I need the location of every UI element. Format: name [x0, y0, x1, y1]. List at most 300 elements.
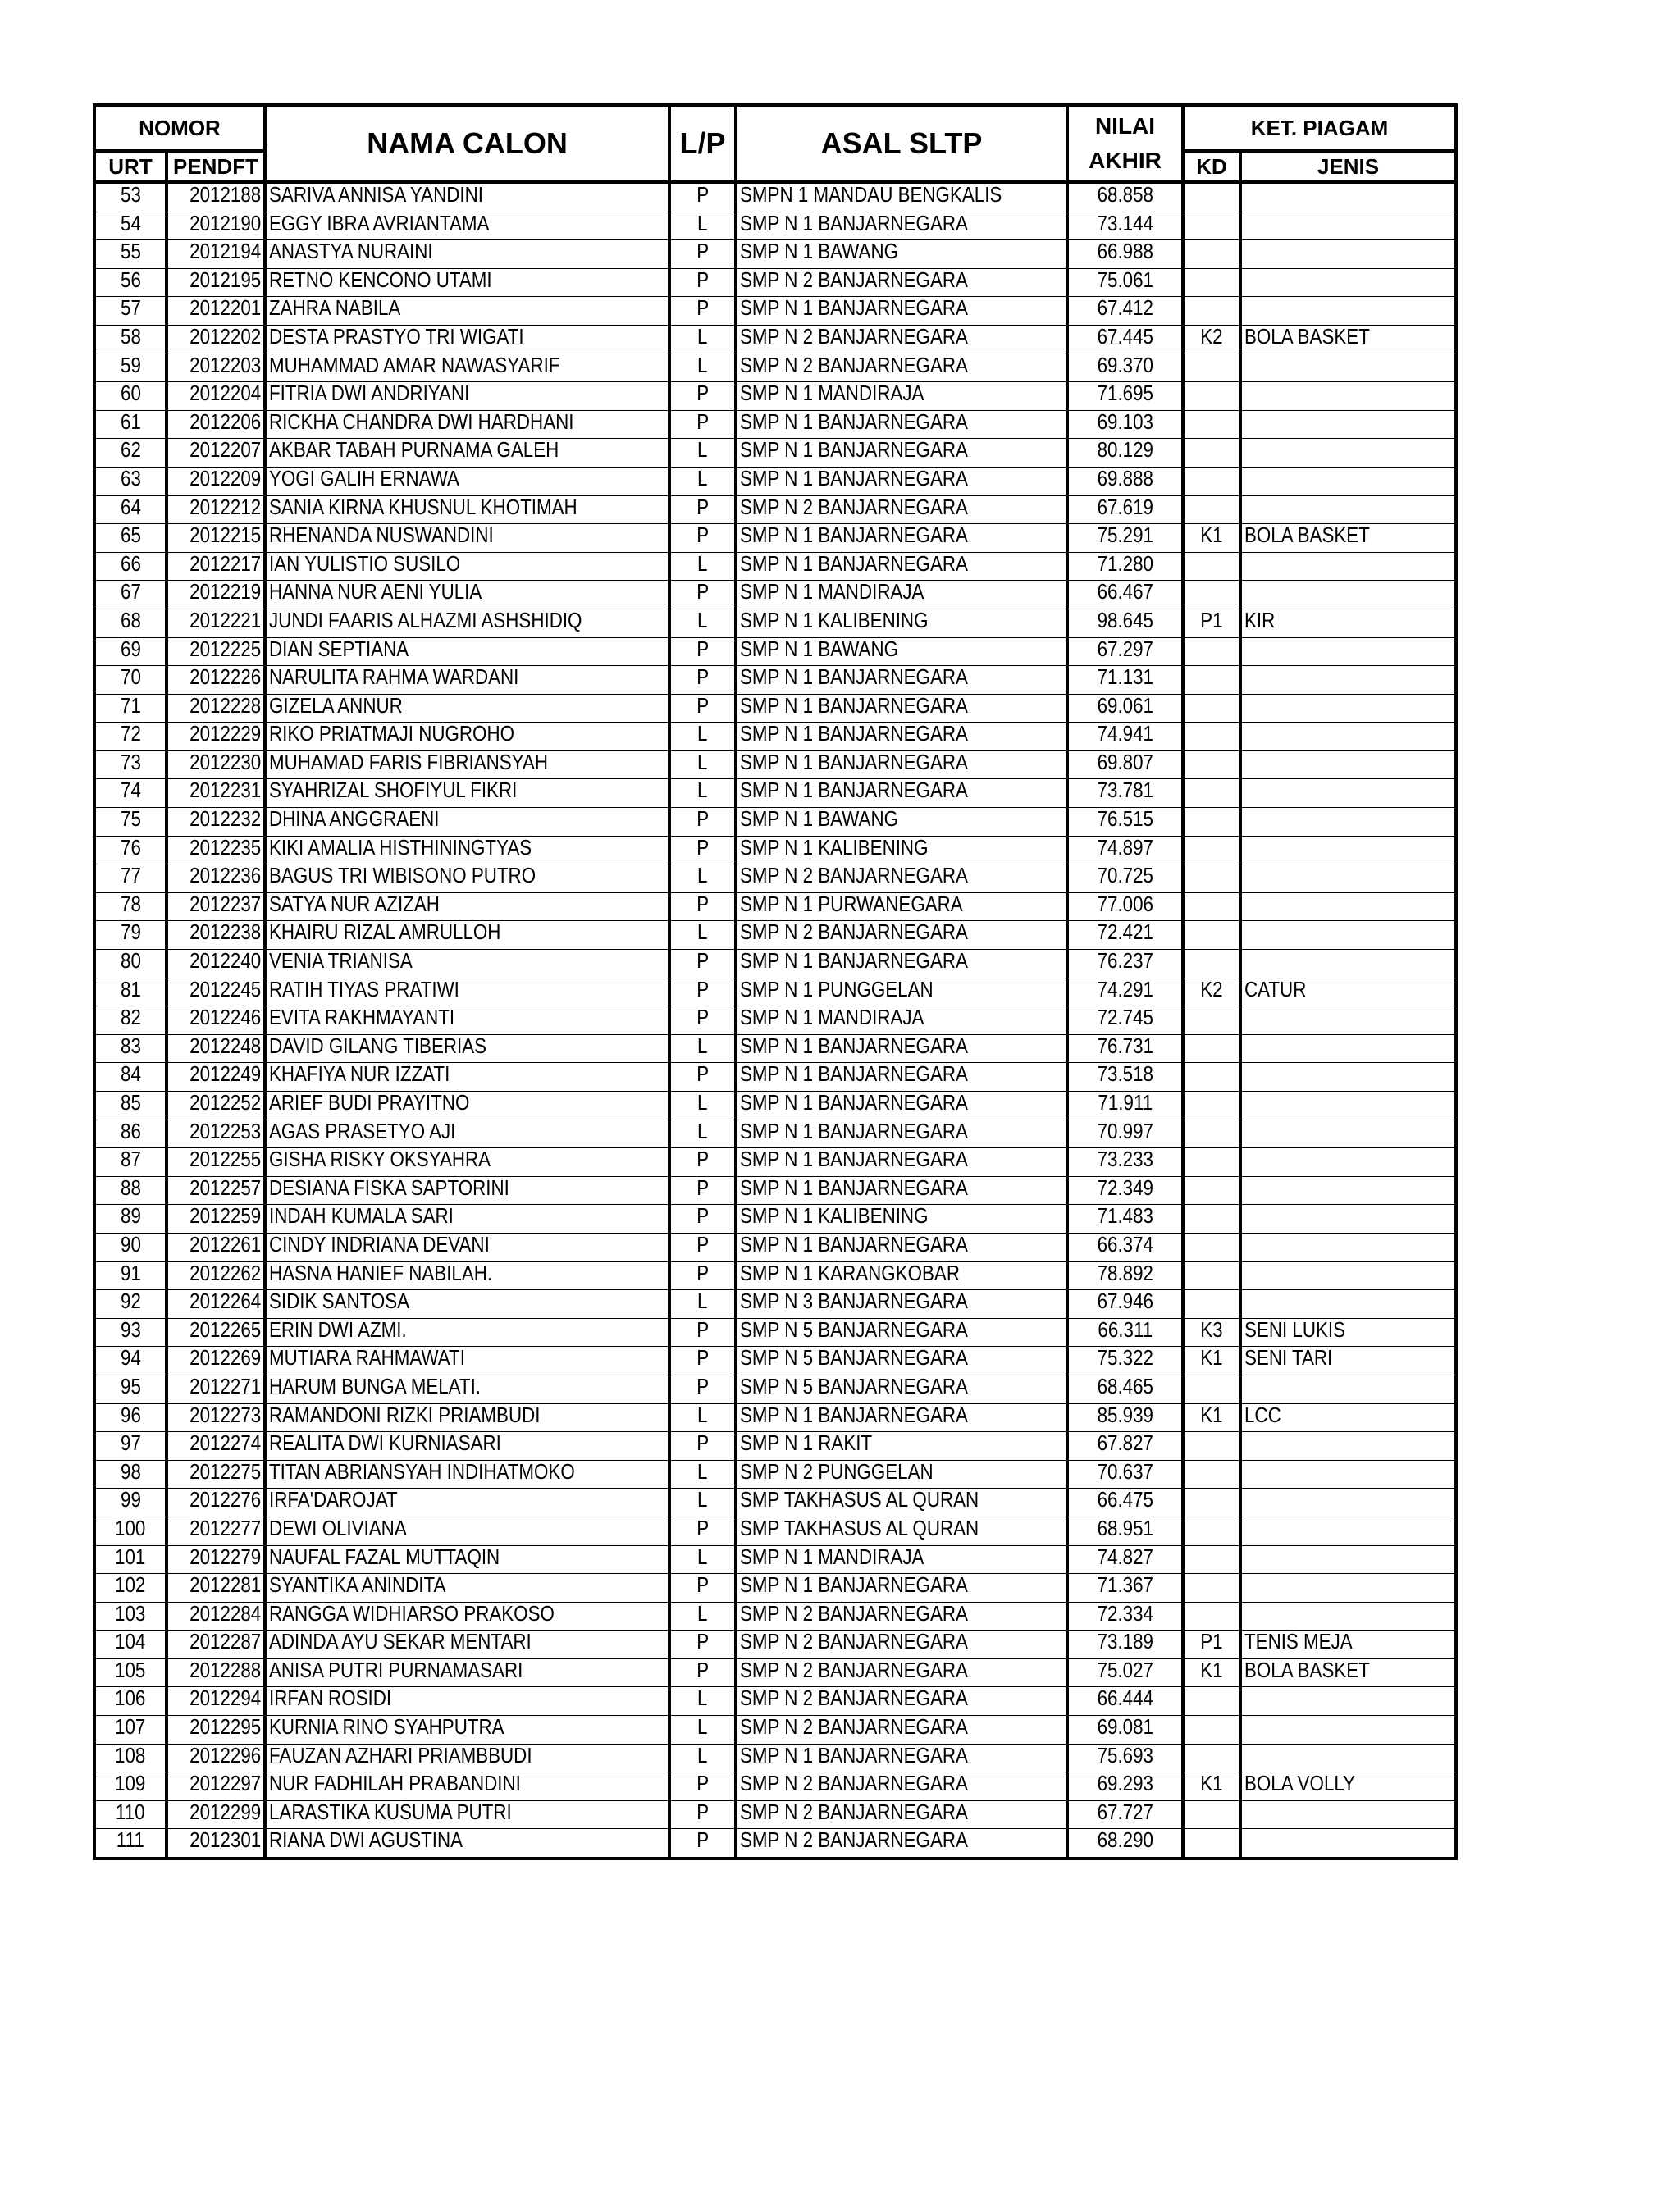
cell-nama-text: RIKO PRIATMAJI NUGROHO — [269, 722, 514, 746]
cell-nama — [265, 836, 669, 864]
cell-nilai — [1067, 1006, 1183, 1035]
cell-nama-text: HASNA HANIEF NABILAH. — [269, 1261, 493, 1285]
cell-kd — [1183, 1034, 1240, 1063]
cell-pendft — [167, 921, 265, 950]
cell-nama — [265, 1092, 669, 1120]
cell-lp — [669, 1631, 736, 1659]
cell-nama — [265, 495, 669, 524]
cell-nama-text: GISHA RISKY OKSYAHRA — [269, 1147, 491, 1172]
cell-nama-text: DESTA PRASTYO TRI WIGATI — [269, 325, 524, 349]
cell-pendft — [167, 1318, 265, 1347]
cell-pendft-text: 2012276 — [189, 1488, 262, 1512]
cell-pendft — [167, 1375, 265, 1403]
cell-lp-text: P — [696, 1233, 709, 1257]
cell-asal — [736, 581, 1067, 609]
cell-nama — [265, 1318, 669, 1347]
cell-jenis — [1240, 1233, 1456, 1261]
cell-kd — [1183, 921, 1240, 950]
cell-pendft — [167, 382, 265, 411]
cell-lp — [669, 921, 736, 950]
cell-pendft — [167, 1403, 265, 1432]
cell-urt-text: 81 — [120, 978, 141, 1001]
cell-nama — [265, 779, 669, 808]
cell-asal-text: SMP N 2 BANJARNEGARA — [740, 268, 968, 292]
cell-nilai-text: 75.061 — [1097, 268, 1153, 292]
cell-urt — [94, 978, 167, 1006]
cell-urt-text: 91 — [120, 1261, 141, 1285]
cell-nama — [265, 1687, 669, 1716]
cell-asal-text: SMP N 1 BANJARNEGARA — [740, 1573, 968, 1598]
cell-nilai-text: 69.293 — [1097, 1772, 1153, 1796]
cell-lp-text: P — [696, 836, 709, 860]
cell-lp-text: P — [696, 239, 709, 264]
cell-nama — [265, 1205, 669, 1234]
table-row — [94, 1829, 1456, 1859]
cell-nilai — [1067, 1658, 1183, 1687]
cell-nama-text: DHINA ANGGRAENI — [269, 807, 440, 832]
cell-pendft-text: 2012226 — [189, 665, 262, 690]
cell-nilai-text: 98.645 — [1097, 609, 1153, 632]
cell-urt — [94, 1092, 167, 1120]
cell-nama — [265, 268, 669, 297]
cell-nilai — [1067, 694, 1183, 723]
cell-kd — [1183, 1829, 1240, 1859]
cell-urt — [94, 750, 167, 779]
cell-nilai-text: 72.421 — [1097, 920, 1153, 945]
cell-jenis — [1240, 1602, 1456, 1631]
cell-jenis — [1240, 495, 1456, 524]
table-row — [94, 240, 1456, 269]
cell-nama-text: FAUZAN AZHARI PRIAMBBUDI — [269, 1744, 532, 1768]
table-row — [94, 1800, 1456, 1829]
cell-lp — [669, 1744, 736, 1772]
cell-lp-text: P — [696, 1772, 709, 1796]
cell-kd-text: K1 — [1200, 523, 1223, 548]
cell-kd — [1183, 354, 1240, 382]
cell-nilai-text: 80.129 — [1097, 438, 1153, 463]
cell-pendft — [167, 325, 265, 354]
cell-jenis — [1240, 382, 1456, 411]
cell-nilai-text: 68.951 — [1097, 1517, 1153, 1540]
cell-lp-text: P — [696, 1176, 709, 1200]
cell-asal — [736, 1092, 1067, 1120]
cell-asal — [736, 1545, 1067, 1574]
cell-nama — [265, 552, 669, 581]
cell-urt-text: 59 — [120, 354, 141, 377]
cell-urt-text: 61 — [120, 410, 141, 434]
cell-asal-text: SMP N 2 BANJARNEGARA — [740, 920, 968, 945]
cell-urt-text: 88 — [120, 1176, 141, 1200]
cell-urt-text: 104 — [115, 1630, 146, 1654]
cell-pendft-text: 2012245 — [189, 978, 262, 1001]
cell-pendft — [167, 836, 265, 864]
cell-pendft — [167, 723, 265, 751]
cell-nilai-text: 69.061 — [1097, 694, 1153, 718]
table-row — [94, 1290, 1456, 1319]
table-row — [94, 694, 1456, 723]
cell-asal — [736, 694, 1067, 723]
cell-lp-text: P — [696, 1318, 709, 1342]
cell-nama — [265, 1063, 669, 1092]
cell-urt — [94, 921, 167, 950]
table-row — [94, 637, 1456, 666]
cell-nama-text: DIAN SEPTIANA — [269, 637, 409, 661]
cell-jenis — [1240, 1034, 1456, 1063]
cell-pendft — [167, 1631, 265, 1659]
cell-lp — [669, 637, 736, 666]
cell-pendft — [167, 978, 265, 1006]
cell-nilai-text: 68.858 — [1097, 182, 1153, 207]
table-row — [94, 1772, 1456, 1801]
cell-lp-text: P — [696, 1346, 709, 1371]
cell-pendft — [167, 1744, 265, 1772]
cell-nama-text: AKBAR TABAH PURNAMA GALEH — [269, 438, 559, 463]
cell-kd — [1183, 1489, 1240, 1517]
cell-nilai — [1067, 552, 1183, 581]
cell-lp — [669, 1403, 736, 1432]
table-row — [94, 1006, 1456, 1035]
table-row — [94, 1517, 1456, 1545]
cell-asal — [736, 750, 1067, 779]
cell-kd-text: K2 — [1200, 978, 1223, 1001]
table-row — [94, 666, 1456, 695]
cell-kd — [1183, 1318, 1240, 1347]
cell-urt-text: 97 — [120, 1431, 141, 1456]
cell-lp-text: P — [696, 381, 709, 406]
cell-urt-text: 79 — [120, 920, 141, 945]
cell-asal — [736, 524, 1067, 553]
cell-kd — [1183, 1233, 1240, 1261]
cell-asal — [736, 1063, 1067, 1092]
cell-urt — [94, 1545, 167, 1574]
cell-asal — [736, 1347, 1067, 1375]
cell-lp-text: P — [696, 1658, 709, 1682]
cell-pendft — [167, 1687, 265, 1716]
cell-nama — [265, 950, 669, 978]
cell-nilai-text: 67.297 — [1097, 637, 1153, 661]
cell-nama-text: AGAS PRASETYO AJI — [269, 1120, 456, 1143]
cell-jenis — [1240, 1403, 1456, 1432]
cell-kd — [1183, 1063, 1240, 1092]
cell-jenis — [1240, 1148, 1456, 1177]
cell-jenis — [1240, 921, 1456, 950]
table-row — [94, 1687, 1456, 1716]
cell-nilai — [1067, 892, 1183, 921]
cell-kd — [1183, 1347, 1240, 1375]
cell-nilai-text: 72.349 — [1097, 1176, 1153, 1200]
cell-lp-text: L — [697, 212, 708, 235]
cell-jenis — [1240, 1261, 1456, 1290]
cell-nama-text: DAVID GILANG TIBERIAS — [269, 1034, 487, 1058]
cell-pendft — [167, 182, 265, 212]
cell-urt — [94, 1602, 167, 1631]
cell-nama-text: RICKHA CHANDRA DWI HARDHANI — [269, 410, 574, 434]
cell-lp-text: L — [697, 438, 708, 463]
cell-nilai-text: 66.311 — [1098, 1318, 1153, 1342]
cell-pendft — [167, 1347, 265, 1375]
cell-lp-text: L — [697, 1403, 708, 1427]
cell-asal — [736, 212, 1067, 240]
cell-urt — [94, 1658, 167, 1687]
cell-kd — [1183, 240, 1240, 269]
cell-jenis — [1240, 1574, 1456, 1603]
cell-urt — [94, 1403, 167, 1432]
cell-asal-text: SMP N 2 PUNGGELAN — [740, 1460, 934, 1484]
cell-kd-text: K2 — [1200, 325, 1223, 349]
cell-urt-text: 56 — [120, 268, 141, 292]
cell-pendft — [167, 297, 265, 326]
cell-nilai-text: 69.888 — [1097, 467, 1153, 490]
table-row — [94, 1432, 1456, 1461]
cell-urt-text: 108 — [115, 1744, 146, 1768]
table-row — [94, 1716, 1456, 1745]
cell-urt-text: 76 — [120, 836, 141, 860]
cell-urt-text: 68 — [120, 609, 141, 632]
cell-lp-text: P — [696, 296, 709, 321]
cell-lp-text: L — [697, 1289, 708, 1314]
cell-lp — [669, 950, 736, 978]
cell-nilai — [1067, 637, 1183, 666]
cell-asal-text: SMP N 1 KARANGKOBAR — [740, 1261, 960, 1285]
cell-kd — [1183, 467, 1240, 495]
cell-jenis — [1240, 354, 1456, 382]
cell-asal-text: SMP N 1 BANJARNEGARA — [740, 212, 968, 235]
cell-pendft — [167, 552, 265, 581]
cell-pendft-text: 2012253 — [189, 1120, 262, 1143]
cell-urt — [94, 1829, 167, 1859]
cell-nama — [265, 1489, 669, 1517]
cell-nama — [265, 1772, 669, 1801]
cell-nilai — [1067, 723, 1183, 751]
cell-nilai — [1067, 1574, 1183, 1603]
cell-jenis — [1240, 1716, 1456, 1745]
cell-lp-text: P — [696, 1062, 709, 1087]
cell-pendft — [167, 1120, 265, 1148]
table-row — [94, 1148, 1456, 1177]
cell-lp — [669, 212, 736, 240]
cell-nilai-text: 67.412 — [1097, 296, 1153, 321]
cell-nilai-text: 73.518 — [1097, 1062, 1153, 1087]
cell-urt-text: 86 — [120, 1120, 141, 1143]
cell-pendft-text: 2012238 — [189, 920, 262, 945]
cell-nama — [265, 1290, 669, 1319]
cell-lp — [669, 1800, 736, 1829]
cell-kd — [1183, 325, 1240, 354]
header-ket-piagam: KET. PIAGAM — [1183, 105, 1456, 151]
cell-pendft-text: 2012204 — [189, 381, 262, 406]
cell-nama — [265, 808, 669, 837]
cell-nama-text: KURNIA RINO SYAHPUTRA — [269, 1715, 504, 1740]
cell-urt-text: 65 — [120, 523, 141, 548]
cell-jenis — [1240, 1176, 1456, 1205]
cell-lp — [669, 1375, 736, 1403]
cell-pendft-text: 2012195 — [189, 268, 262, 292]
cell-urt — [94, 1290, 167, 1319]
cell-pendft — [167, 467, 265, 495]
cell-kd — [1183, 1658, 1240, 1687]
cell-urt — [94, 1432, 167, 1461]
cell-kd — [1183, 268, 1240, 297]
cell-nama — [265, 750, 669, 779]
cell-pendft — [167, 864, 265, 893]
cell-jenis — [1240, 268, 1456, 297]
cell-asal — [736, 723, 1067, 751]
cell-asal — [736, 950, 1067, 978]
cell-urt — [94, 382, 167, 411]
cell-kd — [1183, 1574, 1240, 1603]
cell-nama — [265, 524, 669, 553]
cell-asal-text: SMP N 1 BANJARNEGARA — [740, 665, 968, 690]
cell-urt-text: 73 — [120, 750, 141, 774]
cell-nama — [265, 182, 669, 212]
cell-pendft-text: 2012275 — [189, 1460, 262, 1484]
cell-nama — [265, 439, 669, 468]
cell-pendft-text: 2012261 — [189, 1233, 262, 1257]
cell-asal — [736, 1772, 1067, 1801]
cell-pendft-text: 2012194 — [189, 239, 262, 264]
cell-nama-text: RHENANDA NUSWANDINI — [269, 523, 494, 548]
cell-urt — [94, 1517, 167, 1545]
cell-lp — [669, 1034, 736, 1063]
cell-nilai-text: 75.693 — [1097, 1744, 1153, 1768]
cell-urt — [94, 950, 167, 978]
cell-pendft-text: 2012257 — [189, 1176, 262, 1200]
cell-lp-text: P — [696, 1375, 709, 1398]
cell-lp — [669, 609, 736, 637]
cell-urt — [94, 1261, 167, 1290]
cell-lp — [669, 666, 736, 695]
cell-asal — [736, 495, 1067, 524]
cell-nilai-text: 66.444 — [1097, 1686, 1153, 1711]
cell-urt — [94, 495, 167, 524]
cell-asal-text: SMP N 1 BAWANG — [740, 239, 899, 264]
cell-lp — [669, 1120, 736, 1148]
cell-asal-text: SMP N 2 BANJARNEGARA — [740, 1800, 968, 1824]
cell-pendft — [167, 1829, 265, 1859]
cell-asal — [736, 268, 1067, 297]
cell-lp-text: L — [697, 1120, 708, 1143]
cell-nilai-text: 70.637 — [1097, 1460, 1153, 1484]
cell-pendft — [167, 439, 265, 468]
cell-kd — [1183, 1687, 1240, 1716]
table-row — [94, 1347, 1456, 1375]
cell-jenis — [1240, 1829, 1456, 1859]
cell-pendft — [167, 1092, 265, 1120]
cell-lp-text: L — [697, 1602, 708, 1626]
cell-nilai-text: 71.280 — [1097, 552, 1153, 576]
cell-lp-text: P — [696, 268, 709, 292]
cell-jenis — [1240, 524, 1456, 553]
cell-jenis — [1240, 1517, 1456, 1545]
cell-kd — [1183, 836, 1240, 864]
cell-urt — [94, 1800, 167, 1829]
cell-kd — [1183, 1120, 1240, 1148]
cell-nilai — [1067, 1034, 1183, 1063]
cell-asal-text: SMP N 1 BANJARNEGARA — [740, 1233, 968, 1257]
cell-nama-text: EVITA RAKHMAYANTI — [269, 1006, 455, 1030]
cell-nilai-text: 74.941 — [1097, 722, 1153, 746]
cell-kd — [1183, 609, 1240, 637]
cell-nilai — [1067, 212, 1183, 240]
cell-asal-text: SMP N 1 BANJARNEGARA — [740, 1147, 968, 1172]
cell-asal — [736, 1006, 1067, 1035]
cell-nama-text: MUHAMAD FARIS FIBRIANSYAH — [269, 750, 549, 774]
cell-pendft-text: 2012229 — [189, 722, 262, 746]
cell-kd — [1183, 950, 1240, 978]
cell-asal-text: SMP TAKHASUS AL QURAN — [740, 1517, 979, 1540]
cell-pendft — [167, 1716, 265, 1745]
cell-asal-text: SMP N 1 BANJARNEGARA — [740, 949, 968, 974]
cell-nama — [265, 1631, 669, 1659]
cell-asal-text: SMP N 2 BANJARNEGARA — [740, 1715, 968, 1740]
cell-asal — [736, 467, 1067, 495]
cell-nama — [265, 1347, 669, 1375]
cell-jenis — [1240, 836, 1456, 864]
cell-kd-text: P1 — [1200, 1630, 1223, 1654]
cell-urt-text: 58 — [120, 325, 141, 349]
cell-asal-text: SMP N 2 BANJARNEGARA — [740, 1602, 968, 1626]
table-row — [94, 467, 1456, 495]
cell-asal-text: SMP N 1 BANJARNEGARA — [740, 410, 968, 434]
cell-jenis — [1240, 552, 1456, 581]
cell-asal-text: SMP N 1 BANJARNEGARA — [740, 467, 968, 490]
cell-pendft — [167, 1006, 265, 1035]
cell-asal — [736, 637, 1067, 666]
table-row — [94, 212, 1456, 240]
cell-lp-text: L — [697, 1715, 708, 1740]
cell-nama-text: INDAH KUMALA SARI — [269, 1204, 454, 1229]
cell-pendft-text: 2012237 — [189, 892, 262, 916]
cell-pendft — [167, 1460, 265, 1489]
cell-nama — [265, 723, 669, 751]
cell-urt — [94, 581, 167, 609]
cell-asal-text: SMP N 1 MANDIRAJA — [740, 580, 924, 604]
cell-lp-text: L — [697, 1034, 708, 1058]
cell-pendft — [167, 1432, 265, 1461]
cell-nama-text: NARULITA RAHMA WARDANI — [269, 665, 519, 690]
cell-jenis — [1240, 1658, 1456, 1687]
cell-lp — [669, 1460, 736, 1489]
cell-nilai — [1067, 1205, 1183, 1234]
table-row — [94, 524, 1456, 553]
cell-jenis — [1240, 978, 1456, 1006]
cell-lp-text: L — [697, 920, 708, 945]
cell-lp — [669, 1829, 736, 1859]
cell-jenis — [1240, 1092, 1456, 1120]
cell-urt-text: 77 — [120, 864, 141, 888]
cell-lp — [669, 297, 736, 326]
cell-nama — [265, 1148, 669, 1177]
cell-kd — [1183, 1261, 1240, 1290]
cell-asal — [736, 297, 1067, 326]
cell-urt — [94, 1034, 167, 1063]
cell-nilai — [1067, 1744, 1183, 1772]
cell-pendft — [167, 212, 265, 240]
cell-asal-text: SMP N 2 BANJARNEGARA — [740, 325, 968, 349]
cell-nama — [265, 382, 669, 411]
cell-nilai-text: 73.144 — [1097, 212, 1153, 235]
cell-lp-text: P — [696, 978, 709, 1001]
cell-kd — [1183, 1432, 1240, 1461]
table-row — [94, 1318, 1456, 1347]
cell-lp — [669, 325, 736, 354]
cell-nama-text: RATIH TIYAS PRATIWI — [269, 978, 459, 1001]
cell-asal-text: SMP N 1 BANJARNEGARA — [740, 1176, 968, 1200]
cell-pendft — [167, 1290, 265, 1319]
cell-lp-text: P — [696, 1431, 709, 1456]
cell-nilai — [1067, 1545, 1183, 1574]
cell-nama-text: EGGY IBRA AVRIANTAMA — [269, 212, 490, 235]
